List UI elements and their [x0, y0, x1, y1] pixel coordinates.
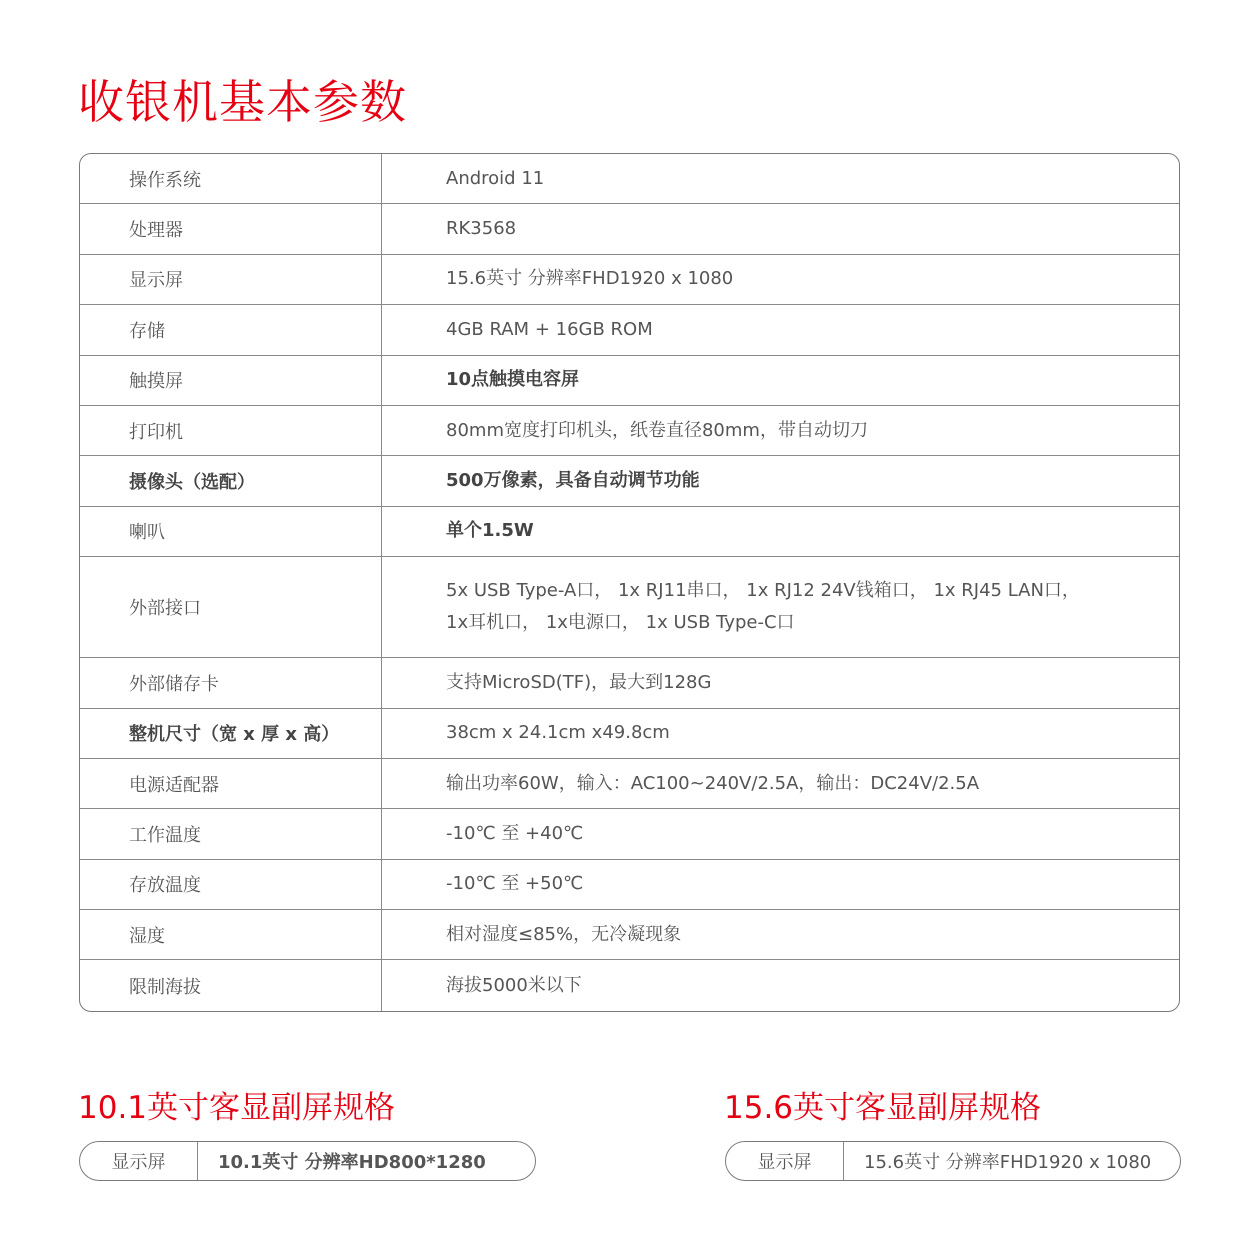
- spec-value: 4GB RAM + 16GB ROM: [446, 318, 653, 340]
- spec-key: 存储: [80, 305, 382, 354]
- spec-value: 15.6英寸 分辨率FHD1920 x 1080: [864, 1152, 1152, 1173]
- spec-row-dimensions: [80, 709, 1179, 759]
- spec-row-processor: [80, 204, 1179, 254]
- spec-key: 打印机: [80, 406, 382, 455]
- spec-key: 外部储存卡: [80, 658, 382, 707]
- spec-key: 外部接口: [80, 557, 382, 657]
- spec-row-os: [80, 154, 1179, 204]
- spec-key: 显示屏: [726, 1142, 844, 1180]
- spec-row-ports: [80, 557, 1179, 658]
- spec-value: -10℃ 至 +50℃: [446, 873, 584, 895]
- spec-key: 操作系统: [80, 154, 382, 203]
- spec-key: 触摸屏: [80, 356, 382, 405]
- spec-table: [79, 153, 1180, 1012]
- spec-row-power-adapter: [80, 759, 1179, 809]
- spec-value: RK3568: [446, 218, 517, 240]
- spec-row-operating-temp: [80, 809, 1179, 859]
- spec-key: 显示屏: [80, 1142, 198, 1180]
- spec-value: 80mm宽度打印机头，纸卷直径80mm，带自动切刀: [446, 419, 868, 441]
- spec-row-altitude: [80, 960, 1179, 1010]
- spec-key: 处理器: [80, 204, 382, 253]
- spec-value: Android 11: [446, 167, 545, 189]
- spec-value: -10℃ 至 +40℃: [446, 822, 584, 844]
- spec-value: 10.1英寸 分辨率HD800*1280: [218, 1152, 486, 1173]
- spec-key: 显示屏: [80, 255, 382, 304]
- spec-row-display: [80, 255, 1179, 305]
- spec-key: 整机尺寸（宽 x 厚 x 高）: [80, 709, 382, 758]
- secondary-15-spec: [725, 1141, 1181, 1181]
- spec-row-humidity: [80, 910, 1179, 960]
- spec-key: 存放温度: [80, 860, 382, 909]
- spec-value: 相对湿度≤85%，无冷凝现象: [446, 923, 682, 945]
- spec-value: 10点触摸电容屏: [446, 369, 580, 391]
- spec-value: 海拔5000米以下: [446, 974, 582, 996]
- secondary-10-spec: [79, 1141, 536, 1181]
- page-title: 收银机基本参数: [78, 75, 407, 129]
- spec-value: 输出功率60W，输入：AC100~240V/2.5A，输出：DC24V/2.5A: [446, 772, 980, 794]
- spec-row-speaker: [80, 507, 1179, 557]
- spec-value: 5x USB Type-A口， 1x RJ11串口， 1x RJ12 24V钱箱口， 1x RJ45 LAN口， 1x耳机口， 1x电源口， 1x USB Type-C口: [446, 580, 1080, 634]
- spec-key: 湿度: [80, 910, 382, 959]
- spec-value: 500万像素，具备自动调节功能: [446, 470, 700, 492]
- secondary-15-title: 15.6英寸客显副屏规格: [724, 1090, 1042, 1126]
- secondary-10-title: 10.1英寸客显副屏规格: [78, 1090, 396, 1126]
- spec-value: 38cm x 24.1cm x49.8cm: [446, 722, 670, 744]
- spec-key: 电源适配器: [80, 759, 382, 808]
- spec-row-sdcard: [80, 658, 1179, 708]
- spec-row-printer: [80, 406, 1179, 456]
- spec-row-storage-temp: [80, 860, 1179, 910]
- spec-value: 15.6英寸 分辨率FHD1920 x 1080: [446, 268, 734, 290]
- spec-row-touchscreen: [80, 356, 1179, 406]
- spec-value: 支持MicroSD(TF)，最大到128G: [446, 671, 712, 693]
- spec-key: 喇叭: [80, 507, 382, 556]
- spec-row-storage: [80, 305, 1179, 355]
- spec-key: 工作温度: [80, 809, 382, 858]
- spec-value: 单个1.5W: [446, 520, 534, 542]
- spec-key: 摄像头（选配）: [80, 456, 382, 505]
- spec-key: 限制海拔: [80, 960, 382, 1010]
- spec-row-camera: [80, 456, 1179, 506]
